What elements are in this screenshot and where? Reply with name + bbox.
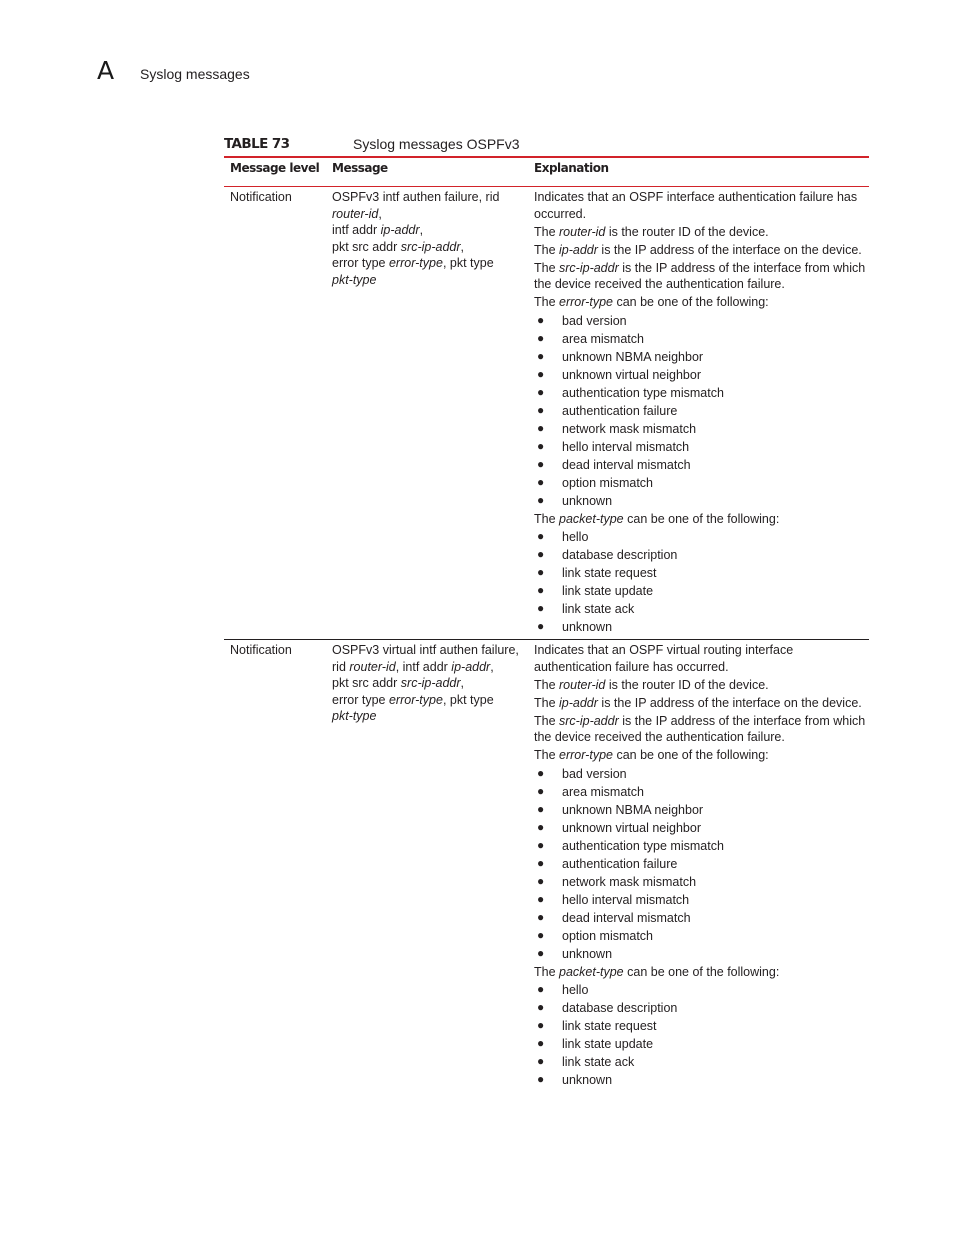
explanation-text: Indicates that an OSPF interface authentication failure has occurred. bbox=[534, 190, 858, 221]
message-text: , bbox=[490, 659, 494, 674]
message-line bbox=[332, 642, 528, 659]
message-text: , bbox=[419, 223, 424, 237]
list-item-label: unknown virtual neighbor bbox=[562, 820, 701, 835]
list-item-label: unknown bbox=[562, 493, 613, 508]
list-item-label: link state update bbox=[562, 1037, 654, 1051]
bullet-icon: ● bbox=[537, 420, 545, 435]
message-line bbox=[332, 272, 528, 289]
explanation-text: The bbox=[534, 964, 560, 979]
list-item bbox=[534, 837, 868, 855]
message-placeholder: pkt-type bbox=[332, 272, 377, 287]
message-line bbox=[332, 189, 528, 206]
explanation-text: is the router ID of the device. bbox=[605, 677, 769, 692]
row-divider bbox=[224, 639, 869, 640]
bullet-icon: ● bbox=[537, 1036, 545, 1050]
bullet-icon: ● bbox=[537, 456, 545, 471]
explanation-paragraph bbox=[534, 189, 868, 222]
bullet-icon: ● bbox=[537, 583, 545, 597]
list-item bbox=[534, 927, 868, 945]
column-header-explanation: Explanation bbox=[534, 161, 609, 175]
list-item-label: hello interval mismatch bbox=[562, 892, 690, 907]
list-item bbox=[534, 819, 868, 837]
list-item bbox=[534, 384, 868, 402]
list-item bbox=[534, 945, 868, 963]
explanation-paragraph bbox=[534, 260, 868, 293]
column-header-message-level: Message level bbox=[230, 161, 320, 175]
bullet-list bbox=[534, 765, 868, 963]
message-line bbox=[332, 692, 528, 709]
list-item-label: bad version bbox=[562, 766, 627, 781]
bullet-icon: ● bbox=[537, 601, 545, 615]
row-1-message bbox=[332, 189, 528, 288]
list-item-label: hello bbox=[562, 983, 589, 997]
bullet-icon: ● bbox=[537, 873, 545, 888]
bullet-icon: ● bbox=[537, 348, 545, 363]
message-text: , intf addr bbox=[395, 659, 452, 674]
list-item bbox=[534, 618, 868, 636]
explanation-paragraph bbox=[534, 964, 868, 981]
message-line bbox=[332, 206, 528, 223]
list-item-label: network mask mismatch bbox=[562, 421, 697, 436]
message-text: OSPFv3 virtual intf authen failure, bbox=[332, 643, 519, 657]
message-text: error type bbox=[332, 256, 389, 270]
explanation-text: The bbox=[534, 511, 560, 526]
column-header-message: Message bbox=[332, 161, 388, 175]
message-line bbox=[332, 239, 528, 256]
list-item bbox=[534, 1053, 868, 1071]
message-placeholder: src-ip-addr bbox=[400, 239, 461, 254]
list-item bbox=[534, 1035, 868, 1053]
explanation-text: can be one of the following: bbox=[612, 295, 769, 309]
list-item-label: dead interval mismatch bbox=[562, 910, 691, 925]
list-item bbox=[534, 348, 868, 366]
list-item-label: link state request bbox=[562, 566, 657, 580]
explanation-text: The bbox=[534, 260, 560, 275]
list-item bbox=[534, 765, 868, 783]
bullet-icon: ● bbox=[537, 927, 545, 942]
explanation-text: is the IP address of the interface on the device. bbox=[597, 242, 862, 257]
explanation-text: The bbox=[534, 677, 560, 692]
bullet-icon: ● bbox=[537, 474, 545, 489]
explanation-text: The bbox=[534, 242, 560, 257]
list-item-label: authentication failure bbox=[562, 856, 678, 871]
bullet-icon: ● bbox=[537, 783, 545, 798]
list-item bbox=[534, 909, 868, 927]
list-item bbox=[534, 855, 868, 873]
message-placeholder: ip-addr bbox=[451, 659, 491, 674]
message-text: , pkt type bbox=[442, 256, 494, 270]
list-item bbox=[534, 456, 868, 474]
message-text: error type bbox=[332, 692, 389, 707]
message-text: , bbox=[378, 206, 382, 221]
bullet-icon: ● bbox=[537, 855, 545, 870]
list-item-label: unknown NBMA neighbor bbox=[562, 349, 704, 364]
explanation-placeholder: src-ip-addr bbox=[559, 713, 619, 728]
bullet-icon: ● bbox=[537, 384, 545, 399]
explanation-paragraph bbox=[534, 713, 868, 746]
bullet-icon: ● bbox=[537, 801, 545, 816]
explanation-placeholder: router-id bbox=[559, 677, 606, 692]
explanation-text: can be one of the following: bbox=[612, 748, 769, 762]
message-line bbox=[332, 255, 528, 272]
caption-rule bbox=[224, 156, 869, 158]
message-text: , bbox=[460, 239, 465, 254]
list-item bbox=[534, 366, 868, 384]
list-item bbox=[534, 420, 868, 438]
list-item bbox=[534, 474, 868, 492]
row-2-message-level: Notification bbox=[230, 643, 292, 657]
explanation-text: can be one of the following: bbox=[623, 511, 780, 526]
message-line bbox=[332, 708, 528, 725]
list-item-label: dead interval mismatch bbox=[562, 457, 691, 472]
message-text: , pkt type bbox=[442, 692, 494, 707]
table-number: TABLE 73 bbox=[224, 136, 290, 152]
bullet-list bbox=[534, 981, 868, 1089]
bullet-icon: ● bbox=[537, 330, 545, 345]
message-placeholder: src-ip-addr bbox=[400, 676, 461, 690]
bullet-icon: ● bbox=[537, 438, 545, 453]
list-item-label: database description bbox=[562, 548, 678, 562]
explanation-text: is the router ID of the device. bbox=[605, 224, 769, 239]
header-rule bbox=[224, 186, 869, 187]
message-text: pkt src addr bbox=[332, 239, 401, 254]
list-item bbox=[534, 783, 868, 801]
bullet-icon: ● bbox=[537, 1072, 545, 1086]
bullet-icon: ● bbox=[537, 492, 545, 507]
list-item-label: unknown bbox=[562, 620, 613, 634]
list-item-label: unknown bbox=[562, 1073, 613, 1087]
explanation-paragraph bbox=[534, 642, 868, 675]
list-item-label: network mask mismatch bbox=[562, 874, 697, 889]
table-title: Syslog messages OSPFv3 bbox=[353, 136, 520, 152]
explanation-placeholder: packet-type bbox=[559, 964, 624, 979]
bullet-icon: ● bbox=[537, 945, 545, 960]
message-placeholder: router-id bbox=[349, 659, 396, 674]
bullet-icon: ● bbox=[537, 565, 545, 579]
list-item bbox=[534, 801, 868, 819]
list-item bbox=[534, 891, 868, 909]
bullet-icon: ● bbox=[537, 765, 545, 780]
list-item-label: option mismatch bbox=[562, 928, 654, 943]
list-item-label: unknown virtual neighbor bbox=[562, 367, 701, 382]
explanation-text: The bbox=[534, 695, 560, 710]
bullet-icon: ● bbox=[537, 619, 545, 633]
list-item bbox=[534, 492, 868, 510]
explanation-paragraph bbox=[534, 294, 868, 311]
list-item-label: database description bbox=[562, 1001, 678, 1015]
explanation-text: is the IP address of the interface from which the device received the authentication failure. bbox=[534, 260, 866, 291]
message-text: intf addr bbox=[332, 223, 381, 237]
bullet-list bbox=[534, 528, 868, 636]
list-item-label: link state request bbox=[562, 1019, 657, 1033]
bullet-icon: ● bbox=[537, 819, 545, 834]
list-item bbox=[534, 1071, 868, 1089]
explanation-text: Indicates that an OSPF virtual routing interface authentication failure has occurred. bbox=[534, 643, 794, 674]
bullet-icon: ● bbox=[537, 1000, 545, 1014]
explanation-paragraph bbox=[534, 511, 868, 528]
list-item-label: link state ack bbox=[562, 1055, 635, 1069]
list-item bbox=[534, 600, 868, 618]
message-line bbox=[332, 675, 528, 692]
explanation-paragraph bbox=[534, 224, 868, 241]
bullet-icon: ● bbox=[537, 1018, 545, 1032]
list-item bbox=[534, 438, 868, 456]
explanation-placeholder: ip-addr bbox=[559, 242, 598, 257]
row-1-explanation bbox=[534, 189, 868, 637]
list-item bbox=[534, 564, 868, 582]
bullet-icon: ● bbox=[537, 891, 545, 906]
bullet-icon: ● bbox=[537, 909, 545, 924]
message-placeholder: error-type bbox=[388, 692, 443, 707]
message-text: pkt src addr bbox=[332, 676, 401, 690]
explanation-text: can be one of the following: bbox=[623, 964, 780, 979]
list-item-label: authentication failure bbox=[562, 403, 678, 418]
list-item-label: hello bbox=[562, 530, 589, 544]
list-item bbox=[534, 312, 868, 330]
bullet-icon: ● bbox=[537, 837, 545, 852]
list-item bbox=[534, 582, 868, 600]
list-item-label: bad version bbox=[562, 313, 627, 328]
message-line bbox=[332, 659, 528, 676]
explanation-text: The bbox=[534, 713, 560, 728]
explanation-text: is the IP address of the interface on the device. bbox=[597, 695, 862, 710]
list-item-label: authentication type mismatch bbox=[562, 838, 724, 853]
explanation-placeholder: packet-type bbox=[559, 511, 624, 526]
explanation-paragraph bbox=[534, 677, 868, 694]
list-item-label: option mismatch bbox=[562, 475, 654, 490]
list-item-label: area mismatch bbox=[562, 784, 644, 799]
message-text: OSPFv3 intf authen failure, rid bbox=[332, 190, 500, 204]
bullet-icon: ● bbox=[537, 982, 545, 996]
row-2-message bbox=[332, 642, 528, 725]
list-item bbox=[534, 330, 868, 348]
list-item-label: authentication type mismatch bbox=[562, 385, 724, 400]
message-text: rid bbox=[332, 659, 350, 674]
explanation-placeholder: router-id bbox=[559, 224, 606, 239]
section-title: Syslog messages bbox=[140, 66, 250, 82]
list-item-label: link state ack bbox=[562, 602, 635, 616]
message-placeholder: ip-addr bbox=[380, 223, 420, 237]
list-item-label: link state update bbox=[562, 584, 654, 598]
message-placeholder: router-id bbox=[332, 206, 379, 221]
bullet-icon: ● bbox=[537, 402, 545, 417]
bullet-list bbox=[534, 312, 868, 510]
explanation-paragraph bbox=[534, 242, 868, 259]
bullet-icon: ● bbox=[537, 312, 545, 327]
message-text: , bbox=[460, 676, 465, 690]
explanation-text: is the IP address of the interface from which the device received the authentication failure. bbox=[534, 713, 866, 744]
list-item bbox=[534, 981, 868, 999]
list-item-label: hello interval mismatch bbox=[562, 439, 690, 454]
list-item-label: unknown bbox=[562, 946, 613, 961]
list-item bbox=[534, 873, 868, 891]
list-item bbox=[534, 546, 868, 564]
explanation-placeholder: src-ip-addr bbox=[559, 260, 619, 275]
list-item bbox=[534, 528, 868, 546]
message-placeholder: error-type bbox=[388, 256, 443, 270]
message-placeholder: pkt-type bbox=[332, 709, 377, 723]
explanation-paragraph bbox=[534, 747, 868, 764]
explanation-text: The bbox=[534, 295, 560, 309]
list-item-label: area mismatch bbox=[562, 331, 644, 346]
list-item bbox=[534, 402, 868, 420]
bullet-icon: ● bbox=[537, 1054, 545, 1068]
list-item-label: unknown NBMA neighbor bbox=[562, 802, 704, 817]
row-2-explanation bbox=[534, 642, 868, 1090]
explanation-paragraph bbox=[534, 695, 868, 712]
appendix-letter: A bbox=[97, 56, 115, 85]
row-1-message-level: Notification bbox=[230, 190, 292, 204]
message-line bbox=[332, 222, 528, 239]
explanation-placeholder: ip-addr bbox=[559, 695, 598, 710]
list-item bbox=[534, 999, 868, 1017]
explanation-text: The bbox=[534, 224, 560, 239]
explanation-placeholder: error-type bbox=[559, 748, 613, 762]
explanation-placeholder: error-type bbox=[559, 295, 613, 309]
bullet-icon: ● bbox=[537, 529, 545, 543]
bullet-icon: ● bbox=[537, 547, 545, 561]
explanation-text: The bbox=[534, 748, 560, 762]
bullet-icon: ● bbox=[537, 366, 545, 381]
list-item bbox=[534, 1017, 868, 1035]
table-caption bbox=[224, 135, 869, 155]
